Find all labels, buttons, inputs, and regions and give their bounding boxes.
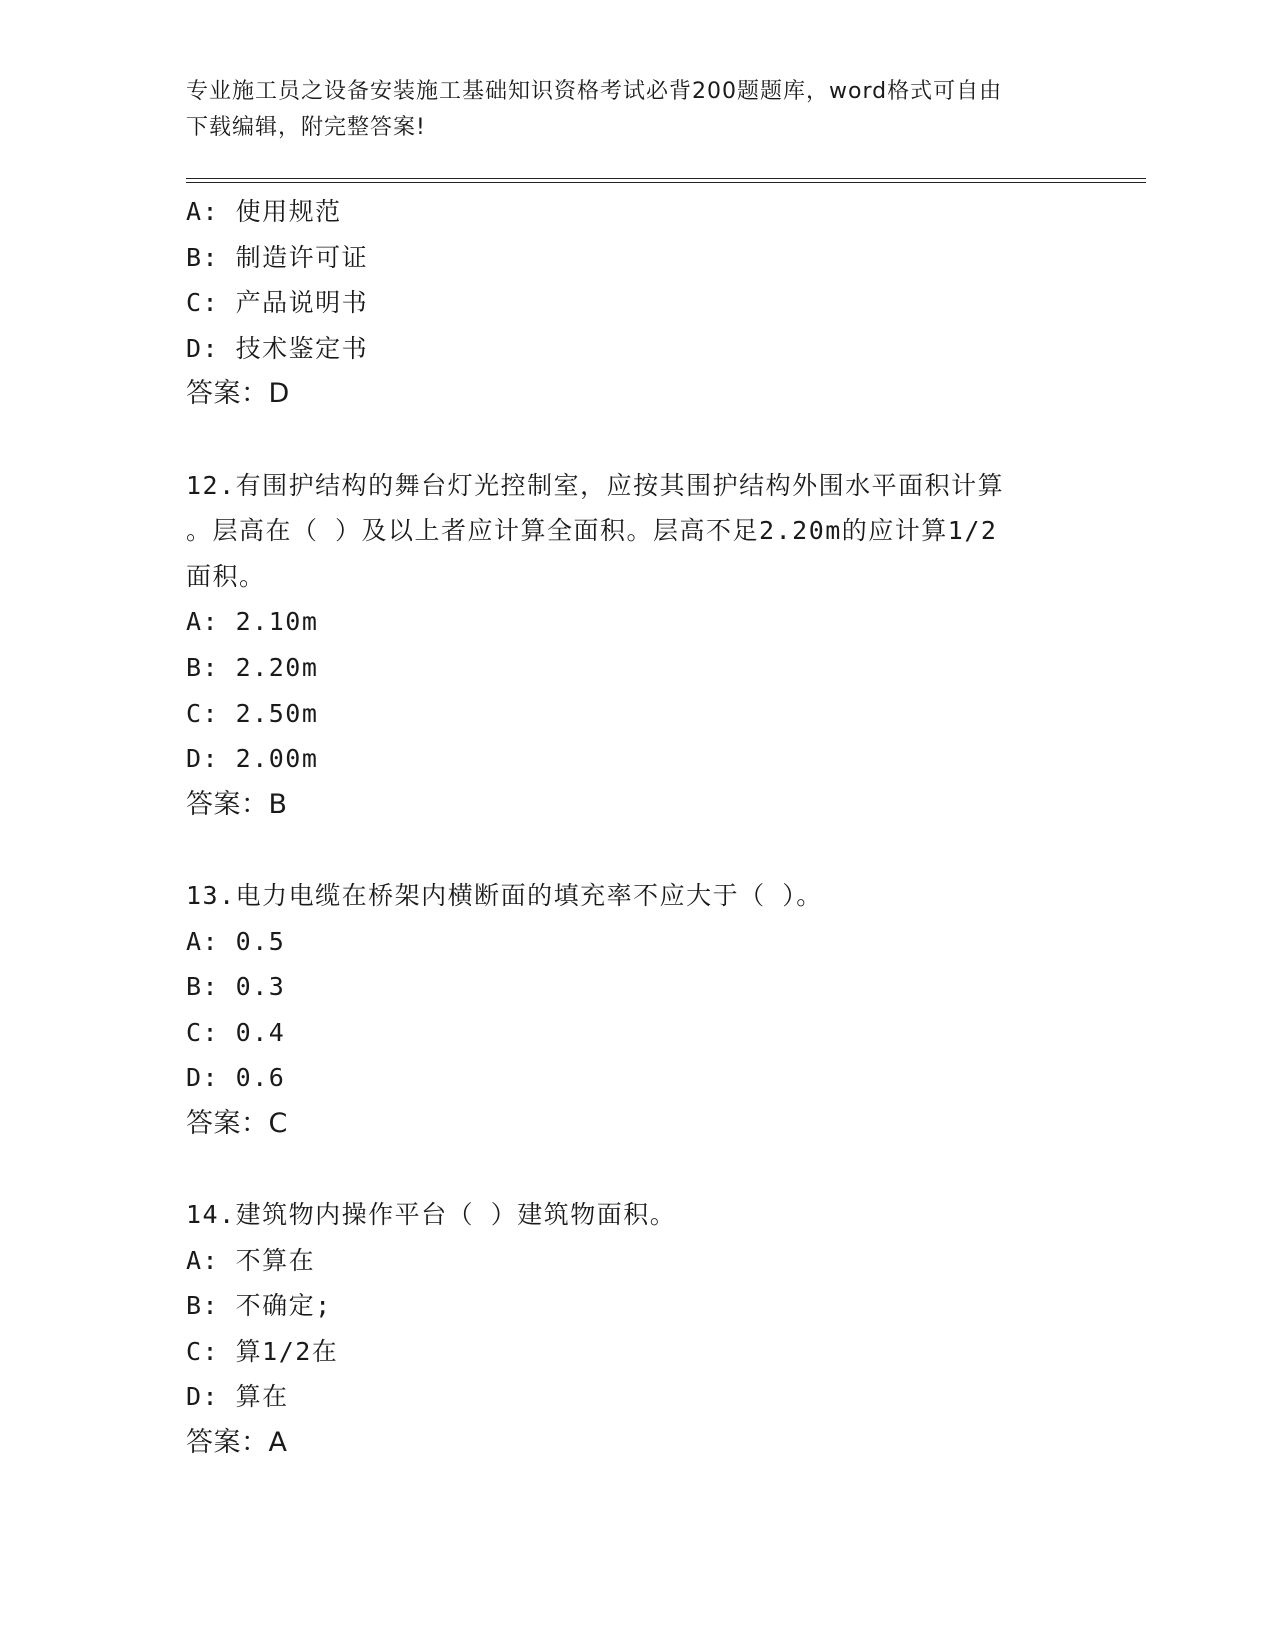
question-text: 13.电力电缆在桥架内横断面的填充率不应大于（ ）。 xyxy=(186,880,823,910)
option-d: D: 算在 xyxy=(186,1382,289,1412)
option-d: D: 2.00m xyxy=(186,744,319,774)
answer-line: 答案：A xyxy=(186,1427,288,1459)
answer-line: 答案：D xyxy=(186,378,290,410)
option-b: B: 制造许可证 xyxy=(186,242,369,272)
option-a: A: 0.5 xyxy=(186,926,286,956)
option-c: C: 产品说明书 xyxy=(186,288,369,318)
header-rule-bottom xyxy=(186,182,1146,183)
option-b: B: 2.20m xyxy=(186,652,319,682)
option-c: C: 2.50m xyxy=(186,698,319,728)
question-text: 14.建筑物内操作平台（ ）建筑物面积。 xyxy=(186,1200,677,1230)
header-line-1: 专业施工员之设备安装施工基础知识资格考试必背200题题库，word格式可自由 xyxy=(186,79,1003,104)
option-d: D: 技术鉴定书 xyxy=(186,333,369,363)
question-text: 。层高在（ ）及以上者应计算全面积。层高不足2.20m的应计算1/2 xyxy=(186,516,998,546)
answer-line: 答案：C xyxy=(186,1107,288,1139)
question-text: 12.有围护结构的舞台灯光控制室，应按其围护结构外围水平面积计算 xyxy=(186,470,1005,500)
option-c: C: 0.4 xyxy=(186,1017,286,1047)
question-block-13 xyxy=(186,873,1126,1147)
spacer xyxy=(186,827,1126,873)
option-c: C: 算1/2在 xyxy=(186,1336,339,1366)
question-list xyxy=(186,189,1126,1466)
answer-line: 答案：B xyxy=(186,788,288,820)
option-b: B: 不确定; xyxy=(186,1291,332,1321)
question-block-prev xyxy=(186,189,1126,417)
question-block-12 xyxy=(186,463,1126,828)
question-text: 面积。 xyxy=(186,561,266,591)
spacer xyxy=(186,1146,1126,1192)
option-a: A: 不算在 xyxy=(186,1245,316,1275)
header-rule-top xyxy=(186,178,1146,179)
option-b: B: 0.3 xyxy=(186,972,286,1002)
question-block-14 xyxy=(186,1192,1126,1466)
option-a: A: 2.10m xyxy=(186,607,319,637)
spacer xyxy=(186,417,1126,463)
document-header xyxy=(186,74,1086,146)
header-line-2: 下载编辑，附完整答案! xyxy=(186,115,426,140)
option-a: A: 使用规范 xyxy=(186,197,342,226)
option-d: D: 0.6 xyxy=(186,1063,286,1093)
